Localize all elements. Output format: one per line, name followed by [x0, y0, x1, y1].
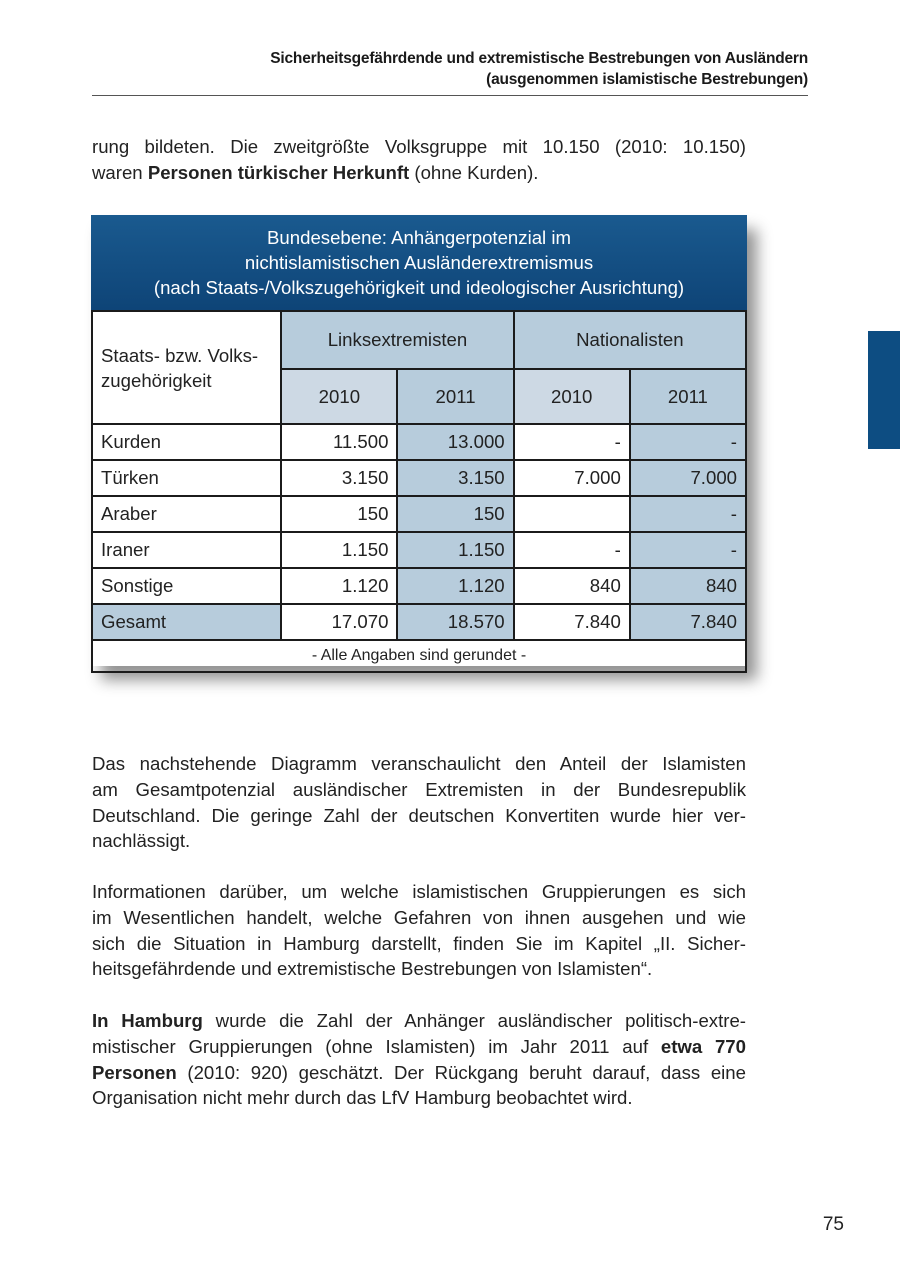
running-head [92, 48, 808, 90]
cell-value [514, 496, 630, 532]
table-row-total [92, 604, 746, 640]
year-header: 2011 [397, 369, 513, 424]
text-line: am Gesamtpotenzial ausländischer Extremisten in der Bundesrepublik [92, 778, 746, 800]
row-label: Türken [92, 460, 281, 496]
text-line: Organisation nicht mehr durch das LfV Hamburg beobachtet wird. [92, 1087, 633, 1109]
hamburg-text: wurde die Zahl der Anhänger ausländischer politisch-extre- [202, 1010, 746, 1031]
row-label: Iraner [92, 532, 281, 568]
cell-value: 1.120 [281, 568, 397, 604]
cell-value: 150 [281, 496, 397, 532]
page-number: 75 [822, 1214, 844, 1235]
hamburg-bold: In Hamburg [92, 1010, 203, 1031]
table-title-line-3: (nach Staats-/Volkszugehörigkeit und ideologischer Ausrichtung) [153, 277, 685, 298]
intro-line-1: rung bildeten. Die zweitgrößte Volksgruppe mit 10.150 (2010: 10.150) [92, 136, 746, 157]
group-header-nationalisten: Nationalisten [514, 311, 746, 369]
cell-value: - [630, 532, 746, 568]
info-paragraph [92, 879, 746, 982]
cell-value: 840 [630, 568, 746, 604]
cell-value: 11.500 [281, 424, 397, 460]
table-row [92, 532, 746, 568]
data-table [91, 310, 747, 673]
cell-value: 7.000 [514, 460, 630, 496]
cell-value: - [630, 496, 746, 532]
table-title [91, 215, 747, 310]
text-line: Das nachstehende Diagramm veranschaulicht den Anteil der Islamisten [92, 753, 746, 774]
chapter-tab-marker [868, 331, 900, 449]
year-header: 2010 [514, 369, 630, 424]
cell-value: 1.120 [397, 568, 513, 604]
text-line: Informationen darüber, um welche islamistischen Gruppierungen es sich [92, 881, 746, 902]
cell-value: 150 [397, 496, 513, 532]
intro-text: waren [92, 161, 148, 183]
text-line: sich die Situation in Hamburg darstellt, finden Sie im Kapitel „II. Sicher- [92, 932, 746, 954]
cell-value: - [514, 532, 630, 568]
header-rule [92, 95, 808, 96]
text-line: Deutschland. Die geringe Zahl der deutschen Konvertiten wurde hier ver- [92, 804, 746, 826]
table-row [92, 460, 746, 496]
text-line: heitsgefährdende und extremistische Bestrebungen von Islamisten“. [92, 958, 653, 980]
hamburg-text: mistischer Gruppierungen (ohne Islamisten) im Jahr 2011 auf [92, 1035, 661, 1057]
text-line: im Wesentlichen handelt, welche Gefahren von ihnen ausgehen und wie [92, 906, 746, 928]
table-title-line-1: Bundesebene: Anhängerpotenzial im [267, 227, 571, 248]
cell-value: 18.570 [397, 604, 513, 640]
supporters-table [91, 215, 747, 666]
row-label: Kurden [92, 424, 281, 460]
row-label: Sonstige [92, 568, 281, 604]
table-row [92, 568, 746, 604]
cell-value: 1.150 [281, 532, 397, 568]
table-footnote-row [92, 640, 746, 672]
diagram-paragraph [92, 751, 746, 854]
cell-value: - [514, 424, 630, 460]
hamburg-text: (2010: 920) geschätzt. Der Rückgang beruht darauf, dass eine [176, 1061, 746, 1083]
cell-value: 7.840 [630, 604, 746, 640]
cell-value: 3.150 [281, 460, 397, 496]
running-head-line-1: Sicherheitsgefährdende und extremistische Bestrebungen von Ausländern [270, 50, 808, 67]
running-head-line-2: (ausgenommen islamistische Bestrebungen) [486, 71, 808, 88]
text-line: nachlässigt. [92, 830, 191, 852]
text-line [92, 1008, 746, 1034]
row-header-line-1: Staats- bzw. Volks- [101, 344, 259, 366]
row-header-line-2: zugehörigkeit [101, 369, 212, 391]
cell-value: 7.840 [514, 604, 630, 640]
text-line [92, 1034, 746, 1060]
cell-value: 7.000 [630, 460, 746, 496]
cell-value: 17.070 [281, 604, 397, 640]
header-row-groups [92, 311, 746, 369]
year-header: 2011 [630, 369, 746, 424]
intro-paragraph [92, 134, 746, 186]
intro-line-2 [92, 160, 746, 186]
cell-value: - [630, 424, 746, 460]
cell-value: 3.150 [397, 460, 513, 496]
group-header-linksextremisten: Linksextremisten [281, 311, 513, 369]
cell-value: 1.150 [397, 532, 513, 568]
intro-text-end: (ohne Kurden). [409, 161, 539, 183]
table-row [92, 424, 746, 460]
intro-bold: Personen türkischer Herkunft [147, 161, 410, 183]
hamburg-paragraph [92, 1008, 746, 1111]
text-line [92, 1060, 746, 1086]
row-label: Araber [92, 496, 281, 532]
year-header: 2010 [281, 369, 397, 424]
hamburg-count-bold: etwa 770 [660, 1035, 746, 1057]
table-footnote: - Alle Angaben sind gerundet - [92, 640, 746, 672]
hamburg-persons-bold: Personen [92, 1061, 177, 1083]
table-title-line-2: nichtislamistischen Ausländerextremismus [244, 252, 594, 273]
row-label: Gesamt [92, 604, 281, 640]
table-row [92, 496, 746, 532]
cell-value: 840 [514, 568, 630, 604]
row-header-cell [92, 311, 281, 424]
cell-value: 13.000 [397, 424, 513, 460]
